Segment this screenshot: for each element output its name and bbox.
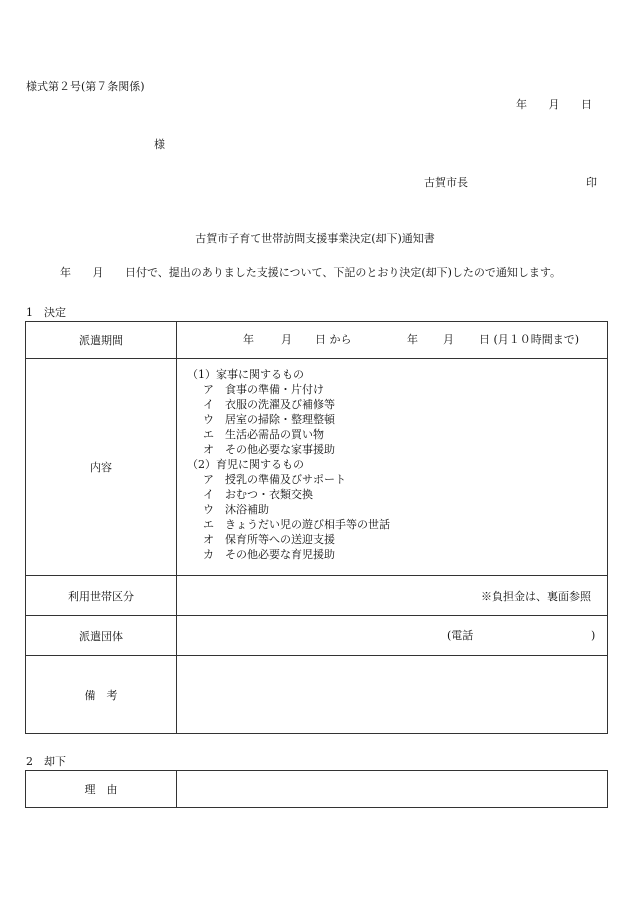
- list-item: エ きょうだい児の遊び相手等の世話: [203, 518, 390, 531]
- list-item: ア 授乳の準備及びサポート: [203, 473, 346, 486]
- date-month: 月: [548, 98, 560, 111]
- body-year: 年: [60, 266, 71, 279]
- notice-body: [60, 266, 561, 280]
- content-label: 内容: [26, 359, 177, 576]
- organization-value: [177, 616, 608, 656]
- organization-label: 派遣団体: [26, 616, 177, 656]
- period-end-month: 月: [443, 333, 454, 346]
- list-item: ア 食事の準備・片付け: [203, 383, 324, 396]
- row-remarks: [26, 656, 608, 734]
- recipient-suffix: 様: [154, 138, 165, 151]
- list-item: エ 生活必需品の買い物: [203, 428, 324, 441]
- row-content: [26, 359, 608, 576]
- period-start-month: 月: [281, 333, 292, 346]
- section2-heading: 2 却下: [26, 755, 66, 768]
- date-day: 日: [581, 98, 592, 111]
- phone-open: (電話: [447, 629, 474, 642]
- period-start-day: 日 から: [315, 333, 352, 346]
- list-item: オ その他必要な家事援助: [203, 443, 335, 456]
- period-end-year: 年: [407, 333, 418, 346]
- header-date: [516, 98, 592, 112]
- period-start-year: 年: [243, 333, 254, 346]
- row-household: [26, 576, 608, 616]
- reason-value: [177, 771, 608, 808]
- list-item: オ 保育所等への送迎支援: [203, 533, 335, 546]
- household-label: 利用世帯区分: [26, 576, 177, 616]
- seal-mark: 印: [586, 176, 597, 189]
- content-group2-title: （2）育児に関するもの: [187, 458, 304, 471]
- household-note: ※負担金は、裏面参照: [481, 589, 591, 603]
- list-item: ウ 沐浴補助: [203, 503, 269, 516]
- phone-close: ): [591, 629, 596, 642]
- period-value: [177, 322, 608, 359]
- content-value: [177, 359, 608, 576]
- body-text: 日付で、提出のありました支援について、下記のとおり決定(却下)したので通知します。: [125, 266, 562, 279]
- list-item: イ おむつ・衣類交換: [203, 488, 313, 501]
- body-month: 月: [92, 266, 104, 279]
- decision-table: [25, 321, 608, 734]
- row-period: [26, 322, 608, 359]
- section1-heading: 1 決定: [26, 306, 66, 319]
- rejection-table: [25, 770, 608, 808]
- document-title: 古賀市子育て世帯訪問支援事業決定(却下)通知書: [195, 232, 435, 245]
- period-label: 派遣期間: [26, 322, 177, 359]
- remarks-value: [177, 656, 608, 734]
- form-number: 様式第２号(第７条関係): [26, 80, 145, 93]
- reason-label: 理 由: [26, 771, 177, 808]
- remarks-label: 備 考: [26, 656, 177, 734]
- list-item: ウ 居室の掃除・整理整頓: [203, 413, 335, 426]
- row-organization: [26, 616, 608, 656]
- row-reason: [26, 771, 608, 808]
- period-end-day: 日 (月１０時間まで): [479, 333, 580, 346]
- list-item: カ その他必要な育児援助: [203, 548, 335, 561]
- issuer-name: 古賀市長: [424, 176, 468, 189]
- household-value: [177, 576, 608, 616]
- content-group1-title: （1）家事に関するもの: [187, 368, 304, 381]
- date-year: 年: [516, 98, 527, 111]
- list-item: イ 衣服の洗濯及び補修等: [203, 398, 335, 411]
